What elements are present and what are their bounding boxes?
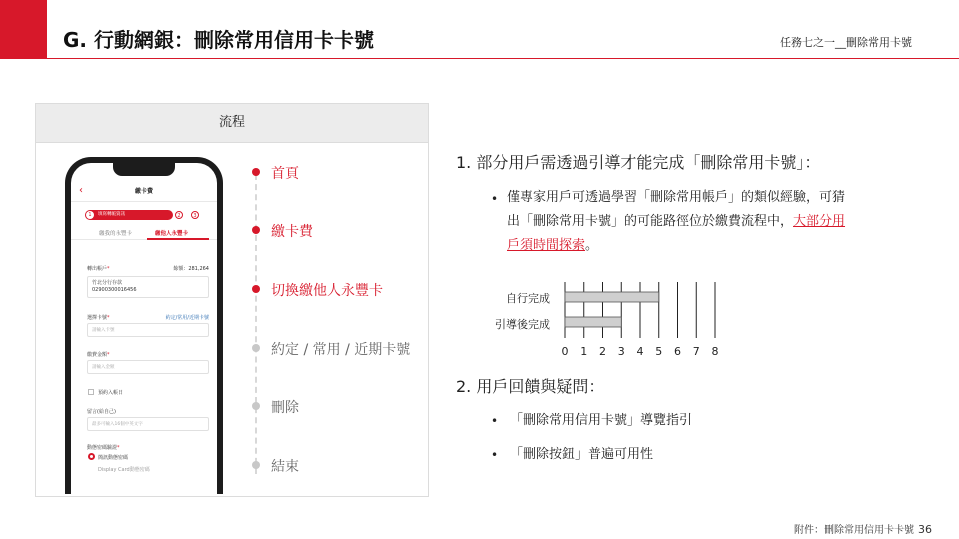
flow-step-label: 約定 / 常用 / 近期卡號 (271, 342, 411, 358)
chart-x-tick: 0 (561, 345, 569, 358)
step-2: 2 (175, 211, 183, 219)
chart-category-label: 自行完成 (506, 292, 550, 305)
chart-x-tick: 1 (580, 345, 588, 358)
flow-panel (35, 103, 429, 497)
back-icon: ‹ (79, 185, 83, 196)
bullet-icon: • (491, 448, 499, 462)
flow-step-label: 刪除 (271, 400, 299, 416)
flow-step-label: 切換繳他人永豐卡 (271, 283, 383, 299)
phone-notch (113, 163, 175, 176)
schedule-label: 預約入帳日 (98, 390, 124, 396)
bullet-icon: • (491, 414, 499, 428)
verify-option: 簡訊動態密碼 (98, 455, 129, 461)
step-3: 3 (191, 211, 199, 219)
timeline-dot (252, 402, 260, 410)
timeline-dot (252, 461, 260, 469)
verify-label: 動態密碼驗證* (87, 445, 120, 451)
chart-bar (565, 317, 621, 327)
timeline-dot (252, 344, 260, 352)
header-divider (47, 58, 959, 59)
note-input: 最多可輸入16個中英文字 (87, 417, 209, 431)
tab-my-card: 繳我的永豐卡 (99, 231, 133, 237)
page-title: G. 行動網銀：刪除常用信用卡卡號 (63, 28, 374, 52)
finding-1-title: 1. 部分用戶需透過引導才能完成「刪除常用卡號」： (456, 153, 821, 172)
highlight-text: 大部分用 (793, 214, 846, 229)
finding-1-line-2: 出「刪除常用卡號」的可能路徑位於繳費流程中，大部分用 (507, 214, 846, 229)
title-accent-bar (0, 0, 47, 59)
card-link: 約定/常用/近期卡號 (165, 315, 209, 321)
flow-step-label: 繳卡費 (271, 224, 313, 240)
account-select (87, 276, 209, 298)
task-label: 任務七之一__刪除常用卡號 (780, 36, 912, 49)
phone-screen (71, 163, 217, 494)
finding-1-line-1: 僅專家用戶可透過學習「刪除常用帳戶」的類似經驗，可猜 (507, 190, 846, 205)
balance-text: 餘額：281,264 (173, 266, 209, 272)
chart-x-tick: 7 (692, 345, 700, 358)
chart-category-label: 引導後完成 (495, 318, 550, 331)
card-input: 請輸入卡號 (87, 323, 209, 337)
chart-x-tick: 6 (674, 345, 681, 358)
amount-label: 繳費金額* (87, 352, 110, 358)
phone-mockup (65, 157, 223, 494)
timeline-dot (252, 168, 260, 176)
chart-x-tick: 8 (711, 345, 719, 358)
card-label: 選擇卡號* (87, 315, 110, 321)
flow-step-label: 首頁 (271, 166, 299, 182)
finding-2-item: 「刪除按鈕」普遍可用性 (510, 447, 654, 462)
verify-option-2: Display Card動態密碼 (98, 467, 150, 473)
account-number: 02900300016456 (92, 287, 137, 293)
chart-x-tick: 3 (617, 345, 625, 358)
screen-title: 繳卡費 (134, 188, 153, 195)
account-name: 竹北分行存款 (92, 280, 123, 286)
finding-2-item: 「刪除常用信用卡號」導覽指引 (510, 413, 693, 428)
finding-1-text (507, 186, 845, 258)
timeline-connector (255, 174, 257, 474)
footer-appendix: 附件：刪除常用信用卡卡號 (794, 525, 914, 536)
step-current (85, 210, 173, 220)
amount-input: 請輸入金額 (87, 360, 209, 374)
flow-step-label: 結束 (271, 459, 299, 475)
note-label: 留言(給自己) (87, 409, 116, 415)
flow-heading: 流程 (36, 104, 428, 143)
timeline-dot (252, 226, 260, 234)
tab-other-card: 繳他人永豐卡 (155, 231, 189, 237)
page-number: 36 (918, 523, 932, 536)
timeline-dot (252, 285, 260, 293)
screen-divider (71, 201, 217, 202)
highlight-text: 戶須時間探索 (507, 238, 586, 253)
chart-bar (565, 292, 659, 302)
tab-underline (147, 238, 209, 240)
schedule-checkbox (88, 389, 94, 395)
step-current-label: 填寫轉帳資訊 (98, 212, 125, 217)
step-number: 1 (86, 211, 94, 219)
chart-x-tick: 2 (599, 345, 606, 358)
chart-x-tick: 5 (655, 345, 663, 358)
finding-1-line-3: 戶須時間探索。 (507, 238, 599, 253)
bullet-icon: • (491, 192, 499, 206)
account-label: 轉出帳戶* (87, 266, 110, 272)
verify-radio (88, 453, 95, 460)
footer (794, 521, 932, 536)
chart-x-tick: 4 (636, 345, 644, 358)
completion-bar-chart (560, 282, 722, 338)
finding-2-title: 2. 用戶回饋與疑問： (456, 377, 605, 396)
